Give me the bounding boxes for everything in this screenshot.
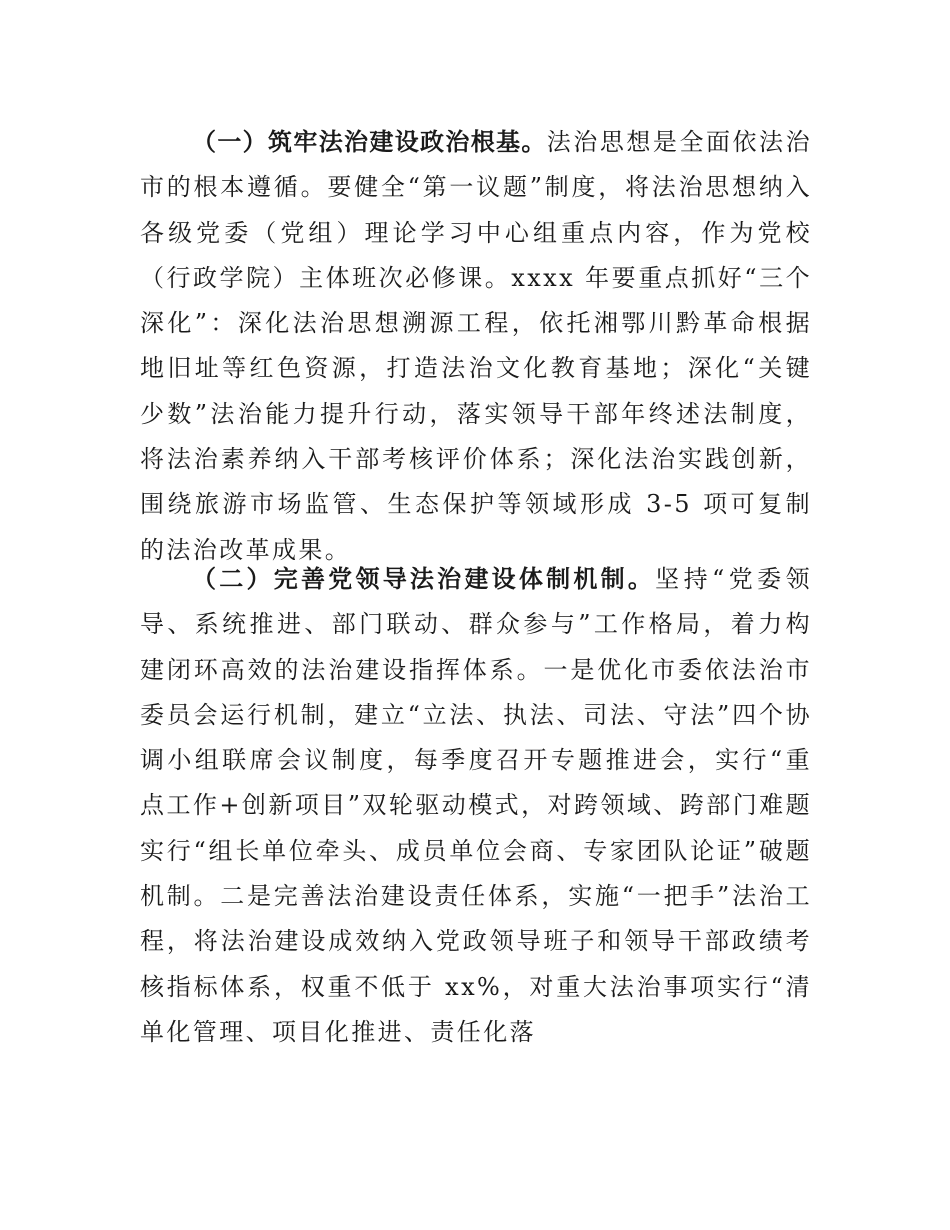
- paragraph-1: [140, 120, 812, 573]
- paragraph-2-body: 坚持“党委领导、系统推进、部门联动、群众参与”工作格局，着力构建闭环高效的法治建设指挥体系。一是优化市委依法治市委员会运行机制，建立“立法、执法、司法、守法”四个协调小组联席会议制度，每季度召开专题推进会，实行“重点工作+创新项目”双轮驱动模式，对跨领域、跨部门难题实行“组长单位牵头、成员单位会商、专家团队论证”破题机制。二是完善法治建设责任体系，实施“一把手”法治工程，将法治建设成效纳入党政领导班子和领导干部政绩考核指标体系，权重不低于 xx%，对重大法治事项实行“清单化管理、项目化推进、责任化落: [140, 565, 813, 1046]
- paragraph-1-heading: （一）筑牢法治建设政治根基。: [192, 128, 547, 156]
- paragraph-1-body: 法治思想是全面依法治市的根本遵循。要健全“第一议题”制度，将法治思想纳入各级党委（党组）理论学习中心组重点内容，作为党校（行政学院）主体班次必修课。xxxx 年要重点抓好“三个深化”：深化法治思想溯源工程，依托湘鄂川黔革命根据地旧址等红色资源，打造法治文化教育基地；深化“关键少数”法治能力提升行动，落实领导干部年终述法制度，将法治素养纳入干部考核评价体系；深化法治实践创新，围绕旅游市场监管、生态保护等领域形成 3-5 项可复制的法治改革成果。: [140, 128, 812, 564]
- paragraph-2: [140, 557, 812, 1055]
- paragraph-2-heading: （二）完善党领导法治建设体制机制。: [192, 565, 656, 593]
